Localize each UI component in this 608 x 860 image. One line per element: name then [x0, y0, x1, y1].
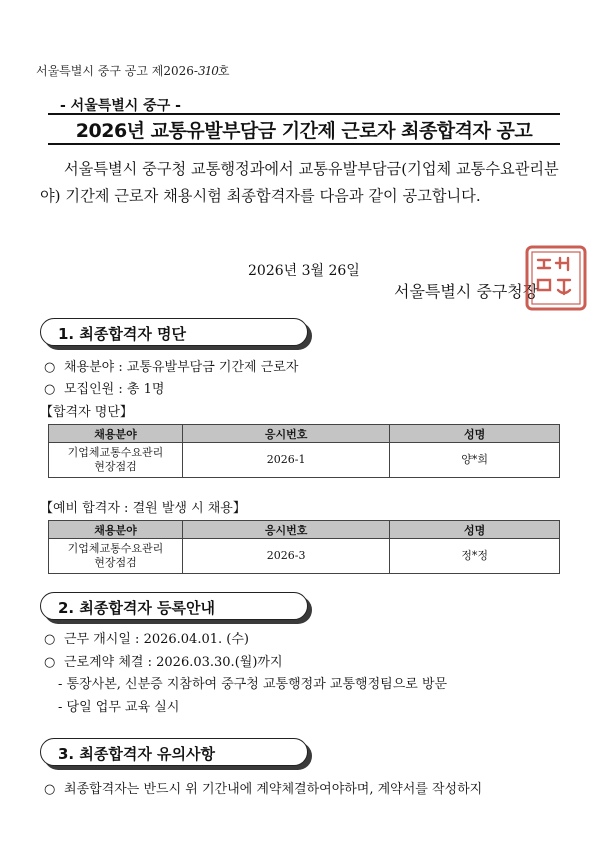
bullet-text: 채용분야 : 교통유발부담금 기간제 근로자	[64, 360, 299, 375]
bullet-text: 최종합격자는 반드시 위 기간내에 계약체결하여야하며, 계약서를 작성하지	[64, 782, 483, 797]
field-line: 기업체교통수요관리	[67, 446, 164, 459]
passed-list-caption: 【합격자 명단】	[40, 405, 133, 420]
circle-bullet-icon: ○	[44, 382, 56, 397]
name-cell: 양*희	[390, 443, 560, 478]
section-2-sub-item: - 당일 업무 교육 실시	[58, 700, 180, 715]
name-cell: 정*정	[390, 539, 560, 574]
section-3-header	[40, 738, 320, 768]
organization-subtitle: - 서울특별시 중구 -	[60, 98, 181, 114]
column-header: 채용분야	[49, 425, 183, 443]
section-2-bullet	[44, 628, 249, 647]
section-3-title: 3. 최종합격자 유의사항	[58, 745, 215, 763]
notice-number	[36, 62, 229, 79]
section-1-bullet	[44, 356, 298, 375]
field-cell	[49, 539, 183, 574]
reserve-list-caption: 【예비 합격자 : 결원 발생 시 채용】	[40, 501, 246, 516]
section-1-bullet	[44, 378, 164, 397]
document-title: 2026년 교통유발부담금 기간제 근로자 최종합격자 공고	[75, 119, 533, 142]
field-line: 현장점검	[94, 460, 137, 473]
column-header: 응시번호	[182, 521, 389, 539]
circle-bullet-icon: ○	[44, 360, 56, 375]
circle-bullet-icon: ○	[44, 655, 56, 670]
field-line: 현장점검	[94, 556, 137, 569]
intro-paragraph: 서울특별시 중구청 교통행정과에서 교통유발부담금(기업체 교통수요관리분야) 기간제 근로자 채용시험 최종합격자를 다음과 같이 공고합니다.	[40, 160, 559, 205]
bullet-text: 근로계약 체결 : 2026.03.30.(월)까지	[64, 655, 283, 670]
reserve-applicants-table	[48, 520, 560, 574]
table-row	[49, 443, 560, 478]
issuer-name: 서울특별시 중구청장	[394, 282, 539, 301]
section-2-sub-item: - 통장사본, 신분증 지참하여 중구청 교통행정과 교통행정팀으로 방문	[58, 677, 448, 692]
notice-number-suffix: 호	[217, 64, 230, 78]
section-2-title: 2. 최종합격자 등록안내	[58, 599, 215, 617]
exam-number-cell: 2026-3	[182, 539, 389, 574]
circle-bullet-icon: ○	[44, 632, 56, 647]
table-row	[49, 539, 560, 574]
announcement-date: 2026년 3월 26일	[248, 263, 360, 279]
column-header: 성명	[390, 521, 560, 539]
section-2-bullet	[44, 651, 283, 670]
section-1-title: 1. 최종합격자 명단	[58, 325, 187, 343]
section-1-header	[40, 318, 320, 348]
field-line: 기업체교통수요관리	[67, 542, 164, 555]
bullet-text: 근무 개시일 : 2026.04.01. (수)	[64, 632, 249, 647]
field-cell	[49, 443, 183, 478]
column-header: 응시번호	[182, 425, 389, 443]
column-header: 성명	[390, 425, 560, 443]
table-header-row	[49, 521, 560, 539]
column-header: 채용분야	[49, 521, 183, 539]
passed-applicants-table	[48, 424, 560, 478]
exam-number-cell: 2026-1	[182, 443, 389, 478]
bullet-text: 모집인원 : 총 1명	[64, 382, 165, 397]
official-seal-icon	[524, 244, 588, 312]
table-header-row	[49, 425, 560, 443]
section-2-header	[40, 592, 320, 622]
notice-number-prefix: 서울특별시 중구 공고 제2026-	[36, 64, 198, 78]
notice-number-handwritten: 310	[197, 64, 218, 78]
section-3-bullet	[44, 778, 482, 797]
circle-bullet-icon: ○	[44, 782, 56, 797]
document-title-box	[48, 113, 560, 145]
